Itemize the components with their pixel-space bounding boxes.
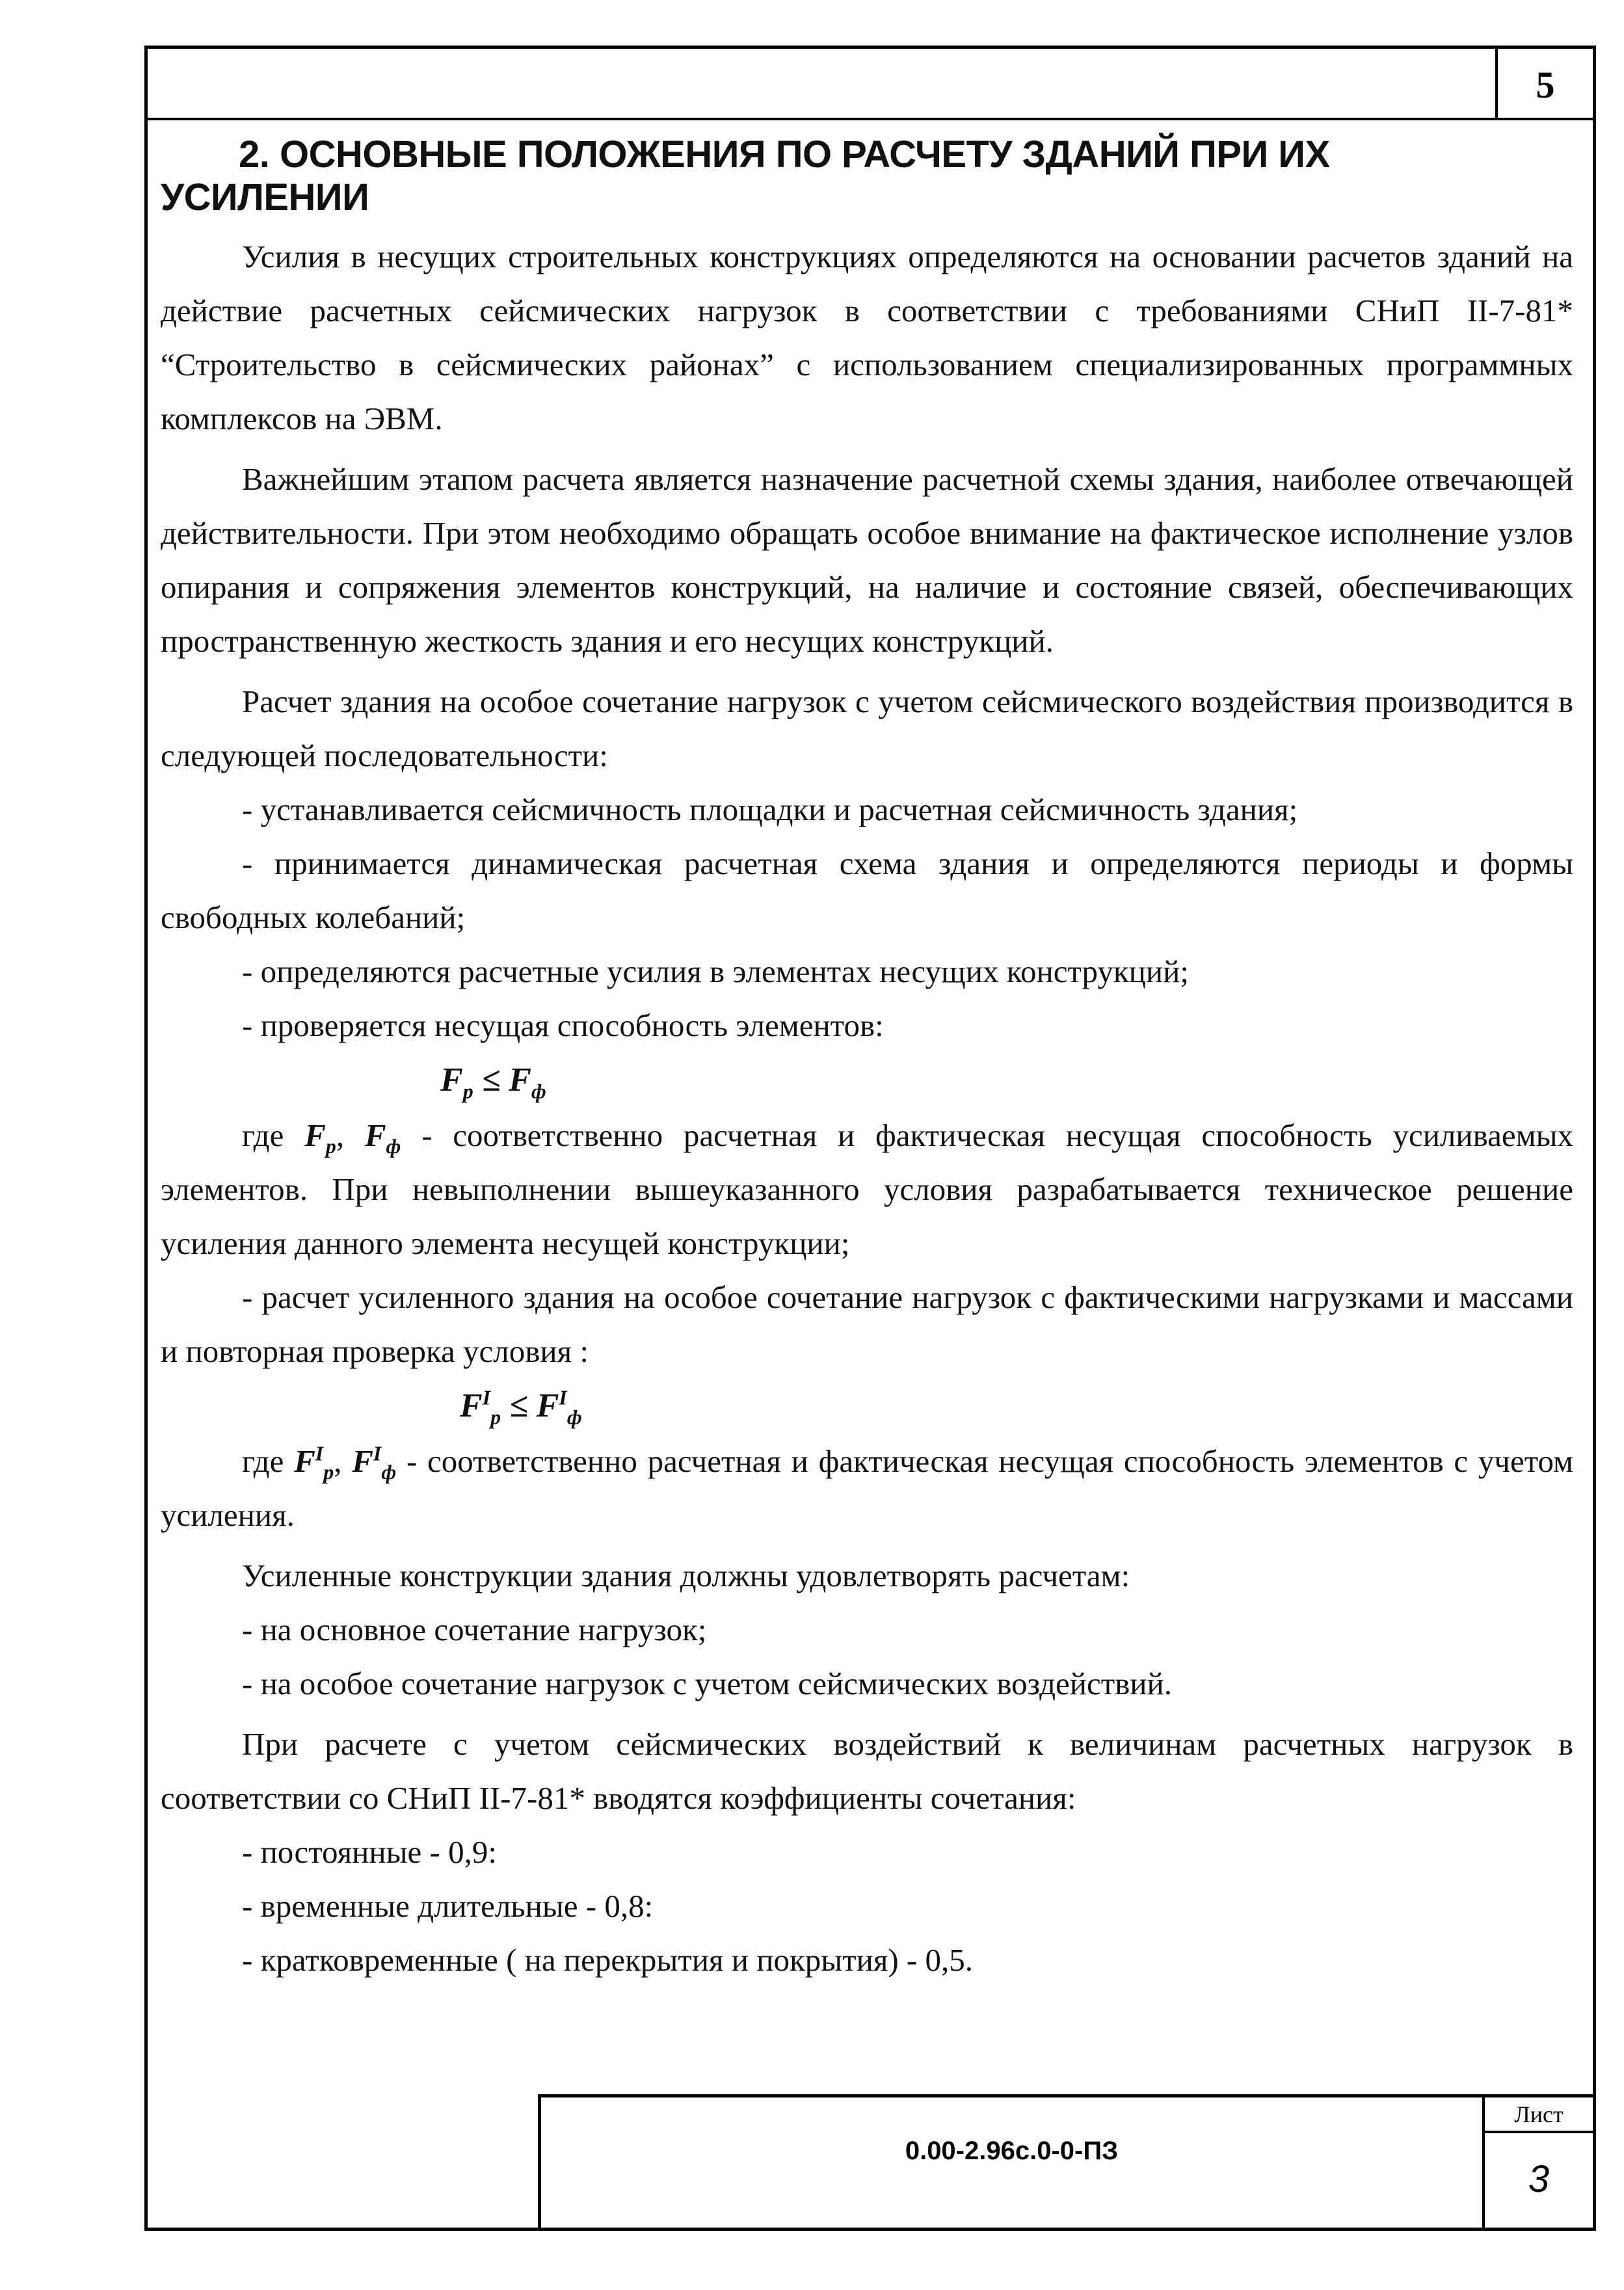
document-code: 0.00-2.96с.0-0-ПЗ xyxy=(905,2137,1119,2165)
list-item-2: - принимается динамическая расчетная схема здания и определяются периоды и формы свободных колебаний; xyxy=(161,845,1573,935)
list-item-3: - определяются расчетные усилия в элементах несущих конструкций; xyxy=(242,953,1189,989)
list-item-10: - кратковременные ( на перекрытия и покрытия) - 0,5. xyxy=(242,1942,973,1978)
section-title xyxy=(161,133,1573,219)
list-item-6: - на основное сочетание нагрузок; xyxy=(242,1612,707,1647)
section-title-line-1: 2. ОСНОВНЫЕ ПОЛОЖЕНИЯ ПО РАСЧЕТУ ЗДАНИЙ ПРИ ИХ xyxy=(239,133,1330,176)
sheet-label: Лист xyxy=(1485,2097,1593,2133)
formula-1: $F_p \le F_ф$ xyxy=(440,1061,546,1103)
page-number: 5 xyxy=(1495,49,1593,120)
list-item-9: - временные длительные - 0,8: xyxy=(242,1888,654,1924)
paragraph-1: Усилия в несущих строительных конструкциях определяются на основании расчетов зданий на действие расчетных сейсмических нагрузок в соответствии с требованиями СНиП II-7-81* “Строительство в сейсмических районах” с использованием специализированных программных комплексов на ЭВМ. xyxy=(161,239,1573,436)
sheet-number: 3 xyxy=(1528,2157,1550,2200)
formula-2-explanation: где $F^I_p$, $F^I_ф$ - соответственно расчетная и фактическая несущая способность элементов с учетом усиления. xyxy=(161,1441,1574,1533)
list-item-5: - расчет усиленного здания на особое сочетание нагрузок с фактическими нагрузками и массами и повторная проверка условия : xyxy=(161,1279,1573,1369)
header-bar xyxy=(148,49,1593,120)
paragraph-4: Усиленные конструкции здания должны удовлетворять расчетам: xyxy=(242,1558,1130,1593)
formula-1-explanation: где $F_p$, $F_ф$ - соответственно расчетная и фактическая несущая способность усиливаемых элементов. При невыполнении вышеуказанного условия разрабатывается техническое решение усиления данного элемента несущей конструкции; xyxy=(161,1117,1574,1261)
section-title-line-2: УСИЛЕНИИ xyxy=(161,176,369,219)
list-item-7: - на особое сочетание нагрузок с учетом сейсмических воздействий. xyxy=(242,1666,1172,1701)
list-item-1: - устанавливается сейсмичность площадки и расчетная сейсмичность здания; xyxy=(242,792,1298,827)
list-item-4: - проверяется несущая способность элементов: xyxy=(242,1007,884,1043)
sheet-box xyxy=(1482,2097,1593,2228)
paragraph-3: Расчет здания на особое сочетание нагрузок с учетом сейсмического воздействия производится в следующей последовательности: xyxy=(161,684,1573,773)
formula-2: $F^I_p \le F^I_ф$ xyxy=(460,1385,582,1429)
document-sheet xyxy=(144,46,1596,2231)
list-item-8: - постоянные - 0,9: xyxy=(242,1834,497,1870)
paragraph-5: При расчете с учетом сейсмических воздействий к величинам расчетных нагрузок в соответствии со СНиП II-7-81* вводятся коэффициенты сочетания: xyxy=(161,1726,1573,1816)
paragraph-2: Важнейшим этапом расчета является назначение расчетной схемы здания, наиболее отвечающей действительности. При этом необходимо обращать особое внимание на фактическое исполнение узлов опирания и сопряжения элементов конструкций, на наличие и состояние связей, обеспечивающих пространственную жесткость здания и его несущих конструкций. xyxy=(161,461,1573,659)
title-block-stamp xyxy=(538,2094,1593,2228)
document-body xyxy=(161,133,1573,1987)
